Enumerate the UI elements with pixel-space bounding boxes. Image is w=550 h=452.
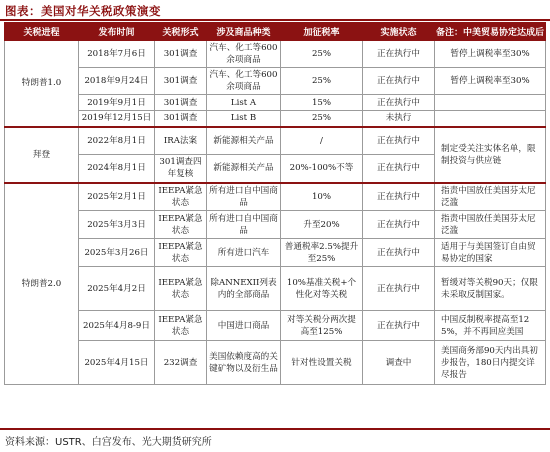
cell-rate: / xyxy=(281,127,363,155)
cell-note: 暂停上调税率至30% xyxy=(435,41,546,68)
header-date: 发布时间 xyxy=(79,23,155,41)
cell-status: 未执行 xyxy=(363,111,435,127)
cell-note: 美国商务部90天内出具初步报告，180日内提交详尽报告 xyxy=(435,341,546,385)
cell-goods: 新能源相关产品 xyxy=(207,155,281,183)
cell-rate: 10%基准关税+个性化对等关税 xyxy=(281,267,363,311)
cell-date: 2019年9月1日 xyxy=(79,95,155,111)
cell-status: 正在执行中 xyxy=(363,95,435,111)
cell-date: 2025年4月15日 xyxy=(79,341,155,385)
cell-note: 中国反制税率提高至125%，并不再回应美国 xyxy=(435,311,546,341)
cell-form: 301调查四年复核 xyxy=(155,155,207,183)
cell-form: IEEPA紧急状态 xyxy=(155,183,207,211)
header-rate: 加征税率 xyxy=(281,23,363,41)
cell-form: IEEPA紧急状态 xyxy=(155,267,207,311)
cell-goods: 汽车、化工等600余项商品 xyxy=(207,68,281,95)
table-row xyxy=(5,41,546,68)
group-trump2: 特朗普2.0 xyxy=(5,183,79,385)
cell-rate: 对等关税分两次提高至125% xyxy=(281,311,363,341)
source-note: 资料来源：USTR、白宫发布、光大期货研究所 xyxy=(5,437,212,448)
cell-note: 暂缓对等关税90天；仅限未采取反制国家。 xyxy=(435,267,546,311)
table-row xyxy=(5,68,546,95)
header-form: 关税形式 xyxy=(155,23,207,41)
cell-form: 301调查 xyxy=(155,41,207,68)
table-row xyxy=(5,211,546,239)
table-row xyxy=(5,127,546,155)
cell-rate: 25% xyxy=(281,111,363,127)
table-row xyxy=(5,341,546,385)
cell-rate: 20%-100%不等 xyxy=(281,155,363,183)
cell-goods: 所有进口汽车 xyxy=(207,239,281,267)
cell-note: 暂停上调税率至30% xyxy=(435,68,546,95)
table-row xyxy=(5,183,546,211)
cell-status: 正在执行中 xyxy=(363,41,435,68)
cell-note: 制定受关注实体名单，限制投资与供应链 xyxy=(435,127,546,183)
cell-date: 2025年4月2日 xyxy=(79,267,155,311)
cell-rate: 25% xyxy=(281,41,363,68)
figure-title: 图表：美国对华关税政策演变 xyxy=(5,4,161,18)
header-note: 备注：中美贸易协定达成后 xyxy=(435,23,546,41)
cell-rate: 15% xyxy=(281,95,363,111)
cell-date: 2025年3月3日 xyxy=(79,211,155,239)
cell-status: 正在执行中 xyxy=(363,239,435,267)
cell-note: 指责中国放任美国芬太尼泛滥 xyxy=(435,183,546,211)
cell-rate: 10% xyxy=(281,183,363,211)
cell-form: IEEPA紧急状态 xyxy=(155,239,207,267)
cell-form: IEEPA紧急状态 xyxy=(155,311,207,341)
cell-status: 正在执行中 xyxy=(363,267,435,311)
table-row xyxy=(5,311,546,341)
cell-status: 正在执行中 xyxy=(363,311,435,341)
cell-goods: 除ANNEXII列表内的全部商品 xyxy=(207,267,281,311)
cell-goods: 所有进口自中国商品 xyxy=(207,183,281,211)
title-divider xyxy=(0,19,550,21)
cell-goods: List B xyxy=(207,111,281,127)
table-header-row xyxy=(5,23,546,41)
cell-date: 2024年8月1日 xyxy=(79,155,155,183)
cell-form: 301调查 xyxy=(155,111,207,127)
cell-date: 2022年8月1日 xyxy=(79,127,155,155)
cell-status: 正在执行中 xyxy=(363,127,435,155)
cell-form: 301调查 xyxy=(155,95,207,111)
cell-note: 适用于与美国签订自由贸易协定的国家 xyxy=(435,239,546,267)
cell-rate: 针对性设置关税 xyxy=(281,341,363,385)
table-row xyxy=(5,267,546,311)
header-status: 实施状态 xyxy=(363,23,435,41)
group-biden: 拜登 xyxy=(5,127,79,183)
cell-date: 2019年12月15日 xyxy=(79,111,155,127)
cell-form: 301调查 xyxy=(155,68,207,95)
cell-rate: 升至20% xyxy=(281,211,363,239)
cell-goods: 美国依赖度高的关键矿物以及衍生品 xyxy=(207,341,281,385)
cell-form: IEEPA紧急状态 xyxy=(155,211,207,239)
footer-divider xyxy=(0,428,550,430)
cell-goods: 中国进口商品 xyxy=(207,311,281,341)
cell-goods: 所有进口自中国商品 xyxy=(207,211,281,239)
cell-goods: 新能源相关产品 xyxy=(207,127,281,155)
cell-date: 2018年7月6日 xyxy=(79,41,155,68)
header-goods: 涉及商品种类 xyxy=(207,23,281,41)
cell-status: 正在执行中 xyxy=(363,211,435,239)
group-trump1: 特朗普1.0 xyxy=(5,41,79,127)
table-row xyxy=(5,239,546,267)
cell-note: 指责中国放任美国芬太尼泛滥 xyxy=(435,211,546,239)
cell-date: 2025年4月8-9日 xyxy=(79,311,155,341)
cell-status: 正在执行中 xyxy=(363,68,435,95)
cell-date: 2025年2月1日 xyxy=(79,183,155,211)
cell-form: IRA法案 xyxy=(155,127,207,155)
table-row xyxy=(5,95,546,111)
header-process: 关税进程 xyxy=(5,23,79,41)
cell-goods: 汽车、化工等600余项商品 xyxy=(207,41,281,68)
cell-date: 2018年9月24日 xyxy=(79,68,155,95)
cell-status: 正在执行中 xyxy=(363,155,435,183)
cell-note xyxy=(435,95,546,111)
table-row xyxy=(5,111,546,127)
cell-note xyxy=(435,111,546,127)
tariff-table xyxy=(4,22,546,385)
cell-rate: 普通税率2.5%提升至25% xyxy=(281,239,363,267)
cell-status: 调查中 xyxy=(363,341,435,385)
cell-form: 232调查 xyxy=(155,341,207,385)
cell-rate: 25% xyxy=(281,68,363,95)
cell-status: 正在执行中 xyxy=(363,183,435,211)
cell-date: 2025年3月26日 xyxy=(79,239,155,267)
cell-goods: List A xyxy=(207,95,281,111)
